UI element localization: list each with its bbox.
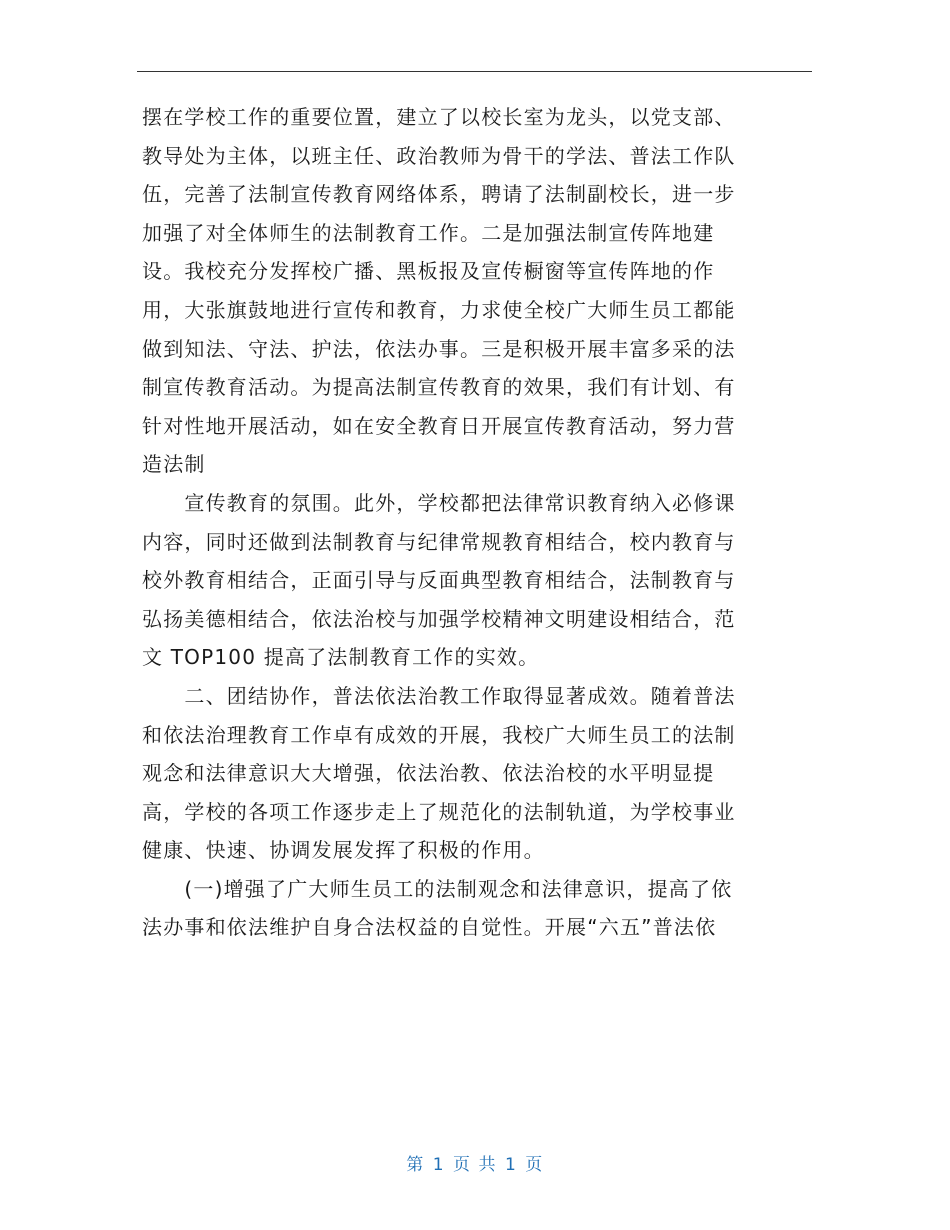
text-line: 二、团结协作，普法依法治教工作取得显著成效。随着普法: [142, 683, 736, 708]
text-line: 加强了对全体师生的法制教育工作。二是加强法制宣传阵地建: [142, 220, 715, 245]
text-line: 造法制: [142, 452, 206, 477]
footer-page-total: 1: [504, 1155, 518, 1175]
text-line: 教导处为主体，以班主任、政治教师为骨干的学法、普法工作队: [142, 143, 736, 168]
footer-page-number: 1: [432, 1155, 446, 1175]
text-line: 高，学校的各项工作逐步走上了规范化的法制轨道，为学校事业: [142, 799, 736, 824]
text-line: 和依法治理教育工作卓有成效的开展，我校广大师生员工的法制: [142, 722, 736, 747]
text-line: 观念和法律意识大大增强，依法治教、依法治校的水平明显提: [142, 761, 715, 786]
text-line: 伍，完善了法制宣传教育网络体系，聘请了法制副校长，进一步: [142, 182, 736, 207]
text-line: 健康、快速、协调发展发挥了积极的作用。: [142, 838, 545, 863]
text-line: 设。我校充分发挥校广播、黑板报及宣传橱窗等宣传阵地的作: [142, 259, 715, 284]
text-line: 制宣传教育活动。为提高法制宣传教育的效果，我们有计划、有: [142, 375, 736, 400]
text-line: 摆在学校工作的重要位置，建立了以校长室为龙头，以党支部、: [142, 105, 736, 129]
text-line: 内容，同时还做到法制教育与纪律常规教育相结合，校内教育与: [142, 529, 736, 554]
text-line: 做到知法、守法、护法，依法办事。三是积极开展丰富多采的法: [142, 336, 736, 361]
text-line: 用，大张旗鼓地进行宣传和教育，力求使全校广大师生员工都能: [142, 297, 736, 322]
footer-page-prefix: 第: [406, 1155, 425, 1175]
text-line: (一)增强了广大师生员工的法制观念和法律意识，提高了依: [142, 876, 733, 901]
document-body: [142, 98, 802, 947]
page-footer: [0, 1150, 950, 1175]
text-line: 文 TOP100 提高了法制教育工作的实效。: [142, 645, 540, 670]
text-line: 法办事和依法维护自身合法权益的自觉性。开展“六五”普法依: [142, 915, 717, 940]
text-line: 校外教育相结合，正面引导与反面典型教育相结合，法制教育与: [142, 568, 736, 593]
footer-page-mid: 页 共: [453, 1155, 497, 1175]
text-line: 弘扬美德相结合，依法治校与加强学校精神文明建设相结合，范: [142, 606, 736, 631]
text-line: 针对性地开展活动，如在安全教育日开展宣传教育活动，努力营: [142, 413, 736, 438]
header-rule: [137, 71, 812, 72]
text-line: 宣传教育的氛围。此外，学校都把法律常识教育纳入必修课: [142, 490, 736, 515]
footer-page-suffix: 页: [525, 1155, 544, 1175]
